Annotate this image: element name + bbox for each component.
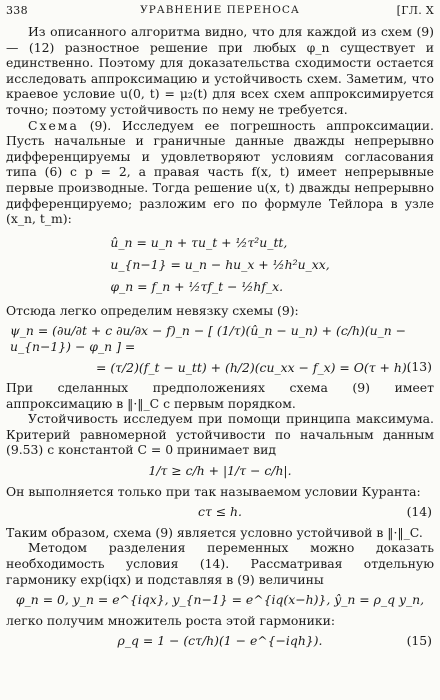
residual-result: = (τ/2)(f_t − u_tt) + (h/2)(cu_xx − f_x) = O(τ + h).: [96, 359, 411, 375]
harmonic-substitution: [6, 592, 434, 608]
paragraph-residual-intro: Отсюда легко определим невязку схемы (9):: [6, 302, 299, 318]
paragraph-algorithm: Из описанного алгоритма видно, что для каждой из схем (9) — (12) разностное решение при любых φ_n существует и единственно. Поэтому для доказательства сходимости остается исследовать аппроксимацию и устойчивость схем. Заметим, что краевое условие u(0, t) = μ₂(t) для всех схем аппроксимируется точно; поэтому устойчивость по нему не требуется.: [6, 24, 434, 117]
page-body: [6, 24, 434, 700]
taylor-line-2: u_{n−1} = u_n − hu_x + ½h²u_xx,: [110, 256, 330, 272]
running-header: [6, 4, 434, 20]
growth-expression: ρ_q = 1 − (cτ/h)(1 − e^{−iqh}).: [117, 633, 323, 649]
scheme-label: Схема: [28, 117, 79, 133]
taylor-line-1: û_n = u_n + τu_t + ½τ²u_tt,: [110, 234, 288, 250]
growth-factor: [6, 633, 434, 649]
equation-number-15: (15): [406, 633, 432, 649]
equation-number-13: (13): [406, 359, 432, 375]
residual-equation-line-2: [96, 360, 434, 376]
paragraph-courant-intro: Он выполняется только при так называемом условии Куранта:: [6, 483, 421, 499]
harmonic-values: φ_n = 0, y_n = e^{iqx}, y_{n−1} = e^{iq(x−h)}, ŷ_n = ρ_q y_n,: [15, 592, 425, 608]
scheme-text: (9). Исследуем ее погрешность аппроксимации. Пусть начальные и граничные данные дважды непрерывно дифференцируемы и удовлетворяют условиям согласования типа (6) с p = 2, а правая часть f(x, t) имеет непрерывные первые производные. Тогда решение u(x, t) дважды непрерывно дифференцируемо; разложим его по формуле Тейлора в узле (x_n, t_m):: [6, 117, 434, 227]
courant-inequality: cτ ≤ h.: [198, 504, 242, 520]
paragraph-scheme-9: [6, 118, 434, 227]
page-number: 338: [6, 4, 28, 17]
paragraph-conditional-stability: Таким образом, схема (9) является условно устойчивой в ‖·‖_C.: [6, 524, 423, 540]
taylor-expansions: [6, 232, 434, 298]
paragraph-growth-intro: легко получим множитель роста этой гармоники:: [6, 612, 336, 628]
running-title: УРАВНЕНИЕ ПЕРЕНОСА: [140, 4, 300, 16]
residual-expression: ψ_n = (∂u/∂t + c ∂u/∂x − f)_n − [ (1/τ)(û_n − u_n) + (c/h)(u_n − u_{n−1}) − φ_n ] =: [10, 323, 407, 354]
courant-condition: [6, 504, 434, 520]
stability-inequality: 1/τ ≥ c/h + |1/τ − c/h|.: [148, 463, 292, 479]
paragraph-approximation: При сделанных предположениях схема (9) имеет аппроксимацию в ‖·‖_C с первым порядком.: [6, 380, 434, 411]
taylor-line-3: φ_n = f_n + ½τf_t − ½hf_x.: [110, 278, 284, 294]
paragraph-stability: Устойчивость исследуем при помощи принципа максимума. Критерий равномерной устойчивости по начальным данным (9.53) с константой C = 0 принимает вид: [6, 411, 434, 458]
stability-criterion: [6, 463, 434, 479]
residual-equation-line-1: [10, 323, 434, 354]
paragraph-separation: Методом разделения переменных можно доказать необходимость условия (14). Рассматривая отдельную гармонику exp(iqx) и подставляя в (9) величины: [6, 540, 434, 587]
equation-number-14: (14): [406, 504, 432, 520]
chapter-label: [ГЛ. X: [396, 4, 434, 17]
